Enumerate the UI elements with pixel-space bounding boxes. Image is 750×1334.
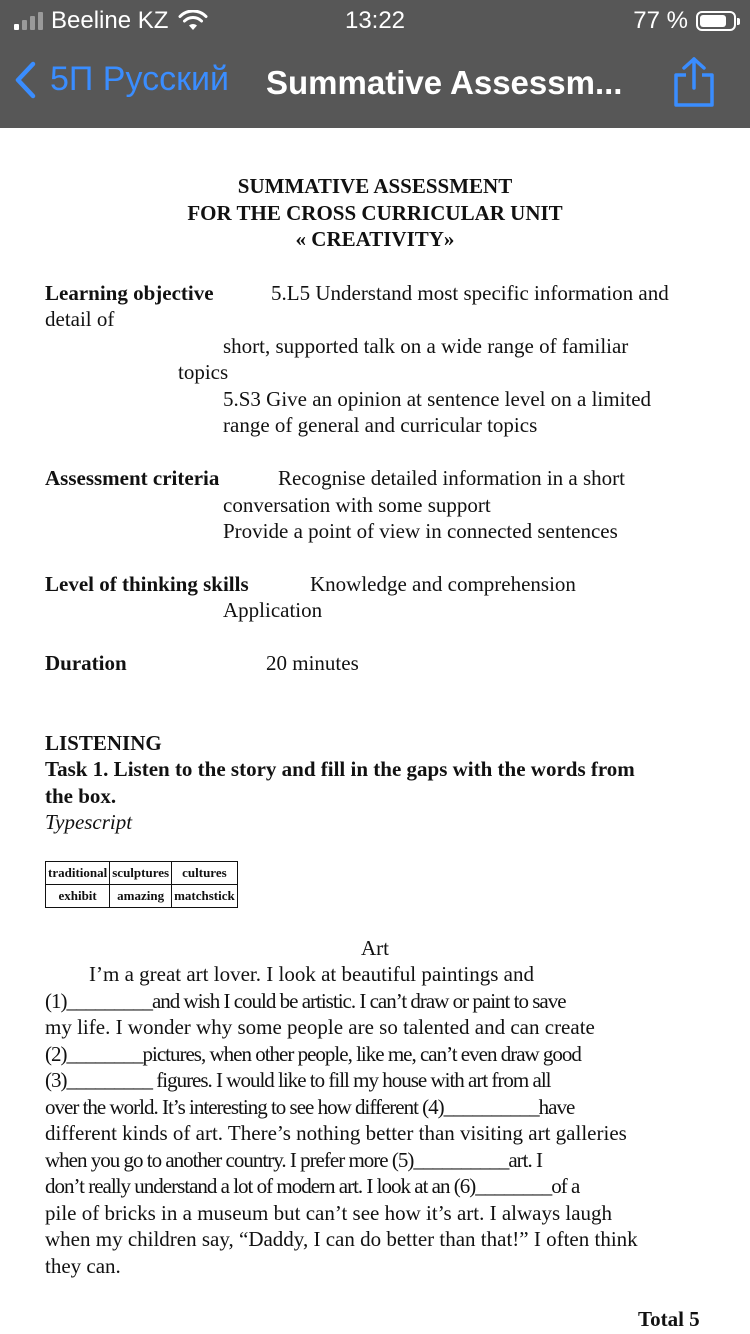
navigation-bar	[0, 52, 750, 116]
section-title: LISTENING	[45, 731, 162, 755]
assessment-criteria-label: Assessment criteria	[45, 466, 220, 490]
learning-objective-line: short, supported talk on a wide range of familiar	[223, 334, 629, 358]
status-time: 13:22	[344, 7, 406, 34]
battery-icon	[696, 11, 736, 31]
learning-objective-line: topics	[178, 360, 229, 384]
word-box-cell: matchstick	[172, 885, 238, 908]
task-line: the box.	[45, 784, 117, 808]
top-bar	[0, 0, 750, 128]
story-line: I’m a great art lover. I look at beautiful paintings and	[89, 962, 534, 986]
story-line: pile of bricks in a museum but can’t see how it’s art. I always laugh	[45, 1201, 613, 1225]
status-right	[633, 7, 736, 35]
learning-objective-line: 5.L5 Understand most specific information and	[271, 281, 669, 305]
assessment-criteria-line: Recognise detailed information in a short	[278, 466, 625, 490]
heading-line-1: SUMMATIVE ASSESSMENT	[237, 174, 513, 198]
story-line: different kinds of art. There’s nothing better than visiting art galleries	[45, 1121, 627, 1145]
word-box-cell: sculptures	[110, 862, 172, 885]
word-box-cell: cultures	[172, 862, 238, 885]
task-line: Task 1. Listen to the story and fill in the gaps with the words from	[45, 757, 635, 781]
thinking-skills-line: Application	[223, 598, 323, 622]
learning-objective-label: Learning objective	[45, 281, 214, 305]
carrier-name: Beeline KZ	[51, 7, 169, 34]
story-line: (3)_________ figures. I would like to fill my house with art from all	[45, 1068, 551, 1092]
total-score: Total 5	[638, 1307, 700, 1331]
share-icon[interactable]	[672, 56, 716, 108]
heading-line-2: FOR THE CROSS CURRICULAR UNIT	[187, 201, 563, 225]
word-box-row	[46, 862, 238, 885]
assessment-criteria-line: conversation with some support	[223, 493, 491, 517]
story-line: don’t really understand a lot of modern art. I look at an (6)________of a	[45, 1174, 580, 1198]
duration-label: Duration	[45, 651, 127, 675]
story-line: over the world. It’s interesting to see how different (4)__________have	[45, 1095, 575, 1119]
story-title: Art	[361, 936, 389, 960]
learning-objective-line: range of general and curricular topics	[223, 413, 538, 437]
thinking-skills-label: Level of thinking skills	[45, 572, 249, 596]
story-line: they can.	[45, 1254, 121, 1278]
back-label: 5П Русский	[50, 60, 229, 98]
learning-objective-line: 5.S3 Give an opinion at sentence level on a limited	[223, 387, 652, 411]
word-box-cell: amazing	[110, 885, 172, 908]
story-line: (1)_________and wish I could be artistic. I can’t draw or paint to save	[45, 989, 566, 1013]
learning-objective-line: detail of	[45, 307, 115, 331]
word-box	[45, 861, 238, 908]
duration-value: 20 minutes	[266, 651, 359, 675]
page-title: Summative Assessm...	[266, 64, 623, 101]
heading-line-3: « CREATIVITY»	[295, 227, 455, 251]
story-line: (2)________pictures, when other people, like me, can’t even draw good	[45, 1042, 581, 1066]
word-box-cell: traditional	[46, 862, 110, 885]
story-line: when you go to another country. I prefer more (5)__________art. I	[45, 1148, 542, 1172]
chevron-left-icon	[14, 61, 36, 99]
battery-percent: 77 %	[633, 7, 688, 34]
thinking-skills-line: Knowledge and comprehension	[310, 572, 576, 596]
story-line: when my children say, “Daddy, I can do better than that!” I often think	[45, 1227, 638, 1251]
assessment-criteria-line: Provide a point of view in connected sentences	[223, 519, 618, 543]
word-box-row	[46, 885, 238, 908]
word-box-cell: exhibit	[46, 885, 110, 908]
story-line: my life. I wonder why some people are so talented and can create	[45, 1015, 595, 1039]
status-bar	[0, 0, 750, 42]
typescript-label: Typescript	[45, 810, 133, 834]
back-button[interactable]	[14, 60, 229, 99]
